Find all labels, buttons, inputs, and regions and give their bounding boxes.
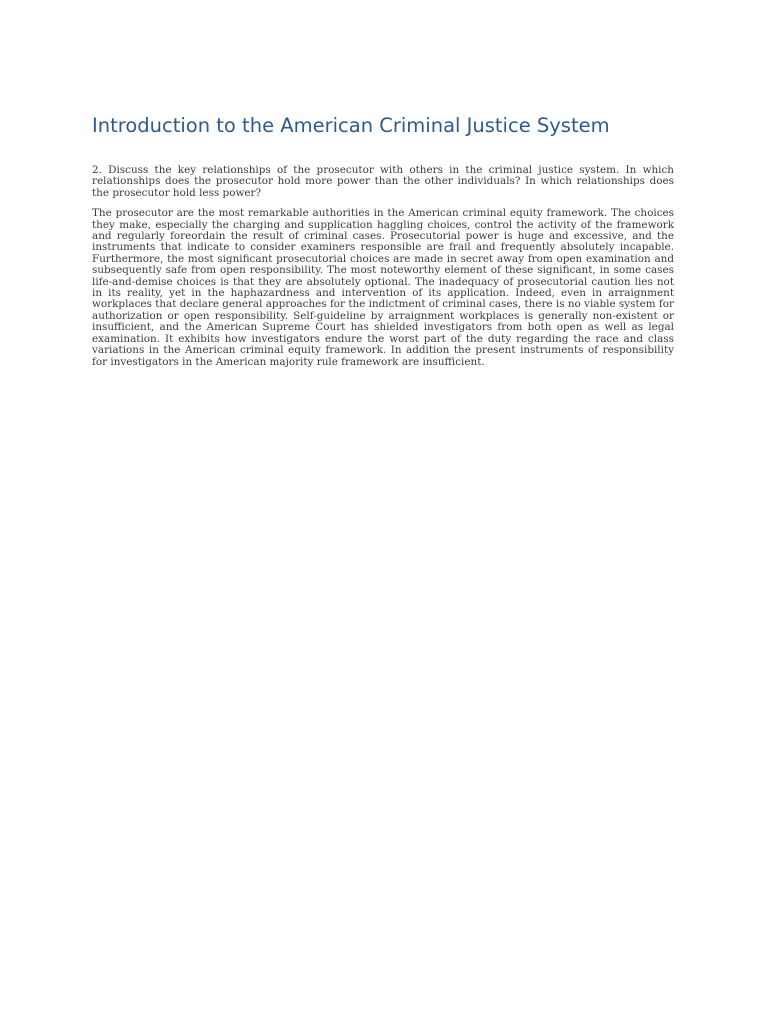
answer-paragraph: The prosecutor are the most remarkable authorities in the American criminal equity framework. The choices they make, especially the charging and supplication haggling choices, control the activity of the framework and regularly foreordain the result of criminal cases. Prosecutorial power is huge and excessive, and the instruments that indicate to consider examiners responsible are frail and frequently absolutely incapable. Furthermore, the most significant prosecutorial choices are made in secret away from open examination and subsequently safe from open responsibility. The most noteworthy element of these significant, in some cases life-and-demise choices is that they are absolutely optional. The inadequacy of prosecutorial caution lies not in its reality, yet in the haphazardness and intervention of its application. Indeed, even in arraignment workplaces that declare general approaches for the indictment of criminal cases, there is no viable system for authorization or open responsibility. Self-guideline by arraignment workplaces is generally non-existent or insufficient, and the American Supreme Court has shielded investigators from both open as well as legal examination. It exhibits how investigators endure the worst part of the duty regarding the race and class variations in the American criminal equity framework. In addition the present instruments of responsibility for investigators in the American majority rule framework are insufficient. bbox=[92, 207, 674, 368]
document-title: Introduction to the American Criminal Justice System bbox=[92, 114, 610, 137]
document-content bbox=[92, 112, 674, 368]
question-paragraph: 2. Discuss the key relationships of the prosecutor with others in the criminal justice system. In which relationships does the prosecutor hold more power than the other individuals? In which relationships does the prosecutor hold less power? bbox=[92, 164, 674, 199]
